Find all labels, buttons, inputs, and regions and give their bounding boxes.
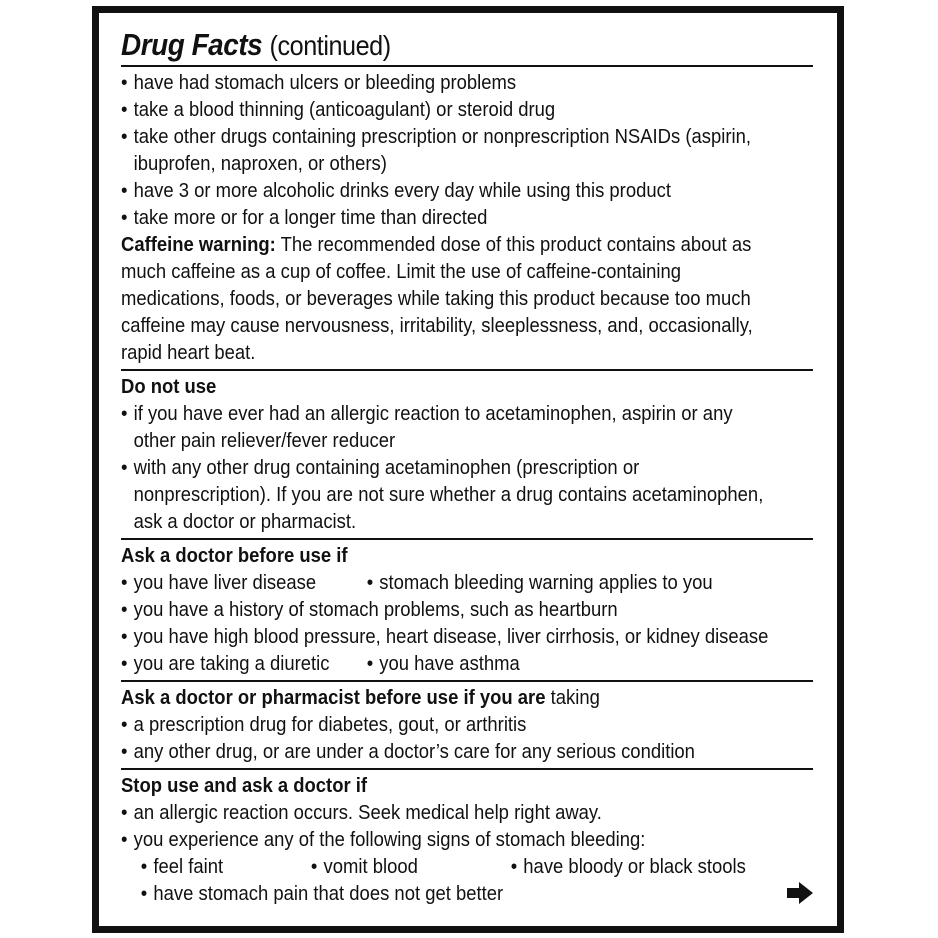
list-item-continued: nonprescription). If you are not sure whether a drug contains acetaminophen, <box>133 483 764 506</box>
list-item: • an allergic reaction occurs. Seek medical help right away. <box>121 801 602 824</box>
ask-doctor-section <box>121 540 813 682</box>
caffeine-warning-line: medications, foods, or beverages while taking this product because too much <box>121 287 751 310</box>
list-row <box>121 569 744 596</box>
list-item: • with any other drug containing acetaminophen (prescription or <box>121 456 640 479</box>
ask-pharmacist-section <box>121 682 813 770</box>
caffeine-warning-line: rapid heart beat. <box>121 341 256 364</box>
list-item-continued: ibuprofen, naproxen, or others) <box>133 152 387 175</box>
caffeine-warning-label: Caffeine warning: <box>121 233 276 256</box>
list-item: • take other drugs containing prescription or nonprescription NSAIDs (aspirin, <box>121 125 751 148</box>
do-not-use-heading: Do not use <box>121 375 217 398</box>
list-item-continued: ask a doctor or pharmacist. <box>133 510 357 533</box>
list-item: • any other drug, or are under a doctor’s care for any serious condition <box>121 740 695 763</box>
signs-row <box>121 853 744 880</box>
list-item: • a prescription drug for diabetes, gout, or arthritis <box>121 713 527 736</box>
ask-doctor-heading: Ask a doctor before use if <box>121 544 348 567</box>
continue-arrow-icon <box>787 882 813 904</box>
list-item: • if you have ever had an allergic reaction to acetaminophen, aspirin or any <box>121 402 733 425</box>
sign-item: • have stomach pain that does not get better <box>140 882 504 905</box>
list-item: • you have liver disease <box>121 571 317 594</box>
list-item: • stomach bleeding warning applies to you <box>366 571 713 594</box>
list-item: • you have a history of stomach problems, such as heartburn <box>121 598 618 621</box>
ask-pharmacist-heading-line: Ask a doctor or pharmacist before use if you are taking <box>121 686 600 709</box>
stop-use-section <box>121 770 813 910</box>
list-item: • you are taking a diuretic <box>121 652 330 675</box>
page-title <box>121 27 391 63</box>
sign-item: • vomit blood <box>310 855 418 878</box>
list-item: • you have asthma <box>366 652 520 675</box>
caffeine-warning-line: Caffeine warning: The recommended dose of this product contains about as <box>121 233 752 256</box>
list-item: • take a blood thinning (anticoagulant) or steroid drug <box>121 98 556 121</box>
panel-content <box>121 13 813 910</box>
list-item: • have 3 or more alcoholic drinks every day while using this product <box>121 179 671 202</box>
caffeine-warning-line: caffeine may cause nervousness, irritability, sleeplessness, and, occasionally, <box>121 314 753 337</box>
list-item: • you have high blood pressure, heart disease, liver cirrhosis, or kidney disease <box>121 625 769 648</box>
title-suffix: (continued) <box>269 30 391 61</box>
list-row <box>121 650 744 677</box>
ask-pharmacist-heading: Ask a doctor or pharmacist before use if you are <box>121 686 546 709</box>
sign-item: • have bloody or black stools <box>510 855 746 878</box>
list-item: • have had stomach ulcers or bleeding problems <box>121 71 517 94</box>
list-item-continued: other pain reliever/fever reducer <box>133 429 396 452</box>
stop-use-heading: Stop use and ask a doctor if <box>121 774 368 797</box>
list-item: • take more or for a longer time than directed <box>121 206 488 229</box>
sign-item: • feel faint <box>140 855 224 878</box>
do-not-use-section <box>121 371 813 540</box>
title-main: Drug Facts <box>121 27 263 62</box>
list-item: • you experience any of the following signs of stomach bleeding: <box>121 828 646 851</box>
caffeine-warning-line: much caffeine as a cup of coffee. Limit the use of caffeine-containing <box>121 260 682 283</box>
drug-facts-panel <box>92 6 844 933</box>
title-row <box>121 13 813 67</box>
warnings-continued-section <box>121 67 813 371</box>
